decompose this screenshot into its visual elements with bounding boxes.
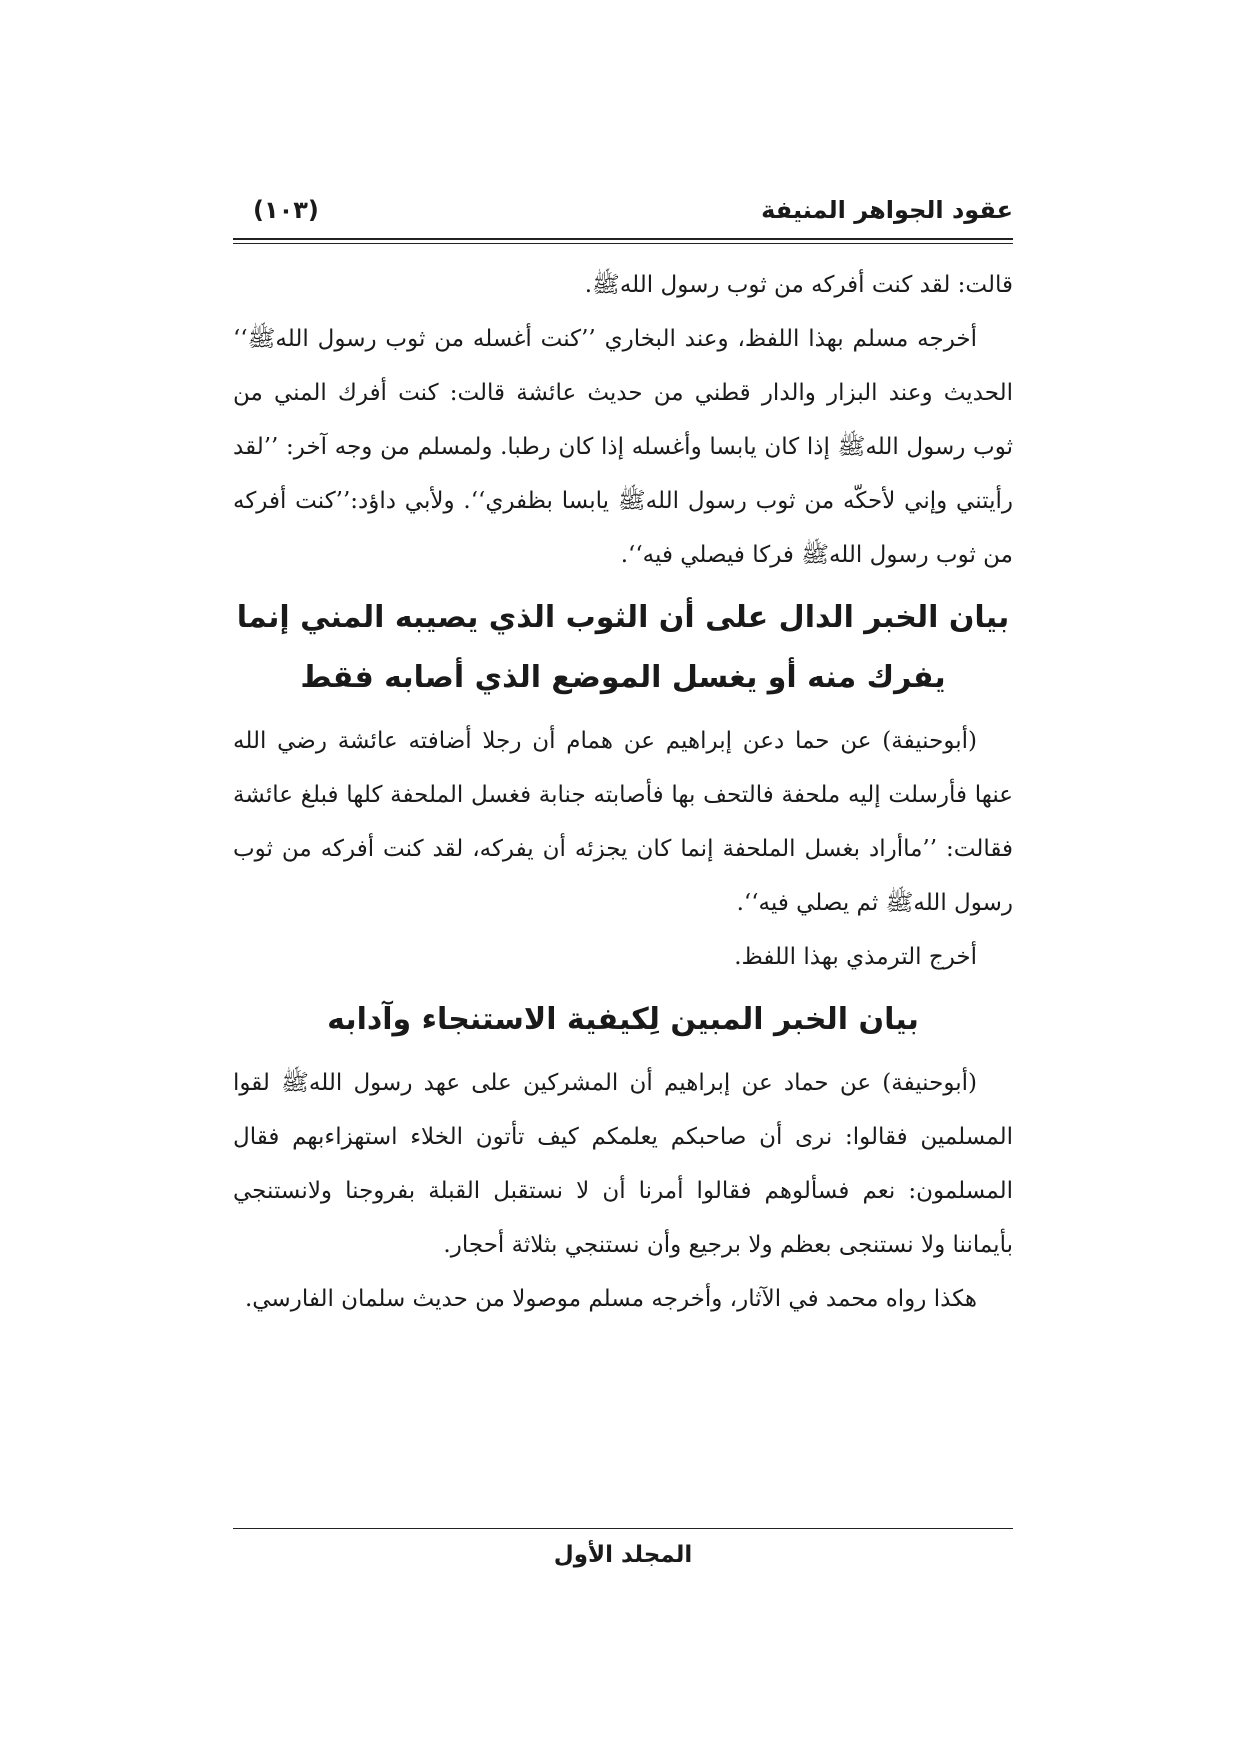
page-number: (١٠٣) (253, 196, 319, 224)
section-heading-istinja: بيان الخبر المبين لِكيفية الاستنجاء وآدابه (327, 1002, 919, 1037)
paragraph-takhrij: أخرجه مسلم بهذا اللفظ، وعند البخاري ’’كنت أغسله من ثوب رسول اللهﷺ‘‘ الحديث وعند البزار والدار قطني من حديث عائشة قالت: كنت أفرك المني من ثوب رسول اللهﷺ إذا كان يابسا وأغسله إذا كان رطبا. ولمسلم من وجه آخر: ’’لقد رأيتني وإني لأحكّه من ثوب رسول اللهﷺ يابسا بظفري‘‘. ولأبي داؤد:’’كنت أفركه من ثوب رسول اللهﷺ فركا فيصلي فيه‘‘. (233, 326, 1013, 568)
page-header (233, 190, 1013, 230)
volume-label: المجلد الأول (553, 1542, 693, 1568)
paragraph-hadith-aisha: (أبوحنيفة) عن حما دعن إبراهيم عن همام أن رجلا أضافته عائشة رضي الله عنها فأرسلت إليه ملحفة فالتحف بها فأصابته جنابة فغسل الملحفة كلها فبلغ عائشة فقالت: ’’ماأراد بغسل الملحفة إنما كان يجزئه أن يفركه، لقد كنت أفركه من ثوب رسول اللهﷺ ثم يصلي فيه‘‘. (233, 728, 1013, 916)
footer-divider (233, 1528, 1013, 1529)
header-divider (233, 238, 1013, 244)
running-title: عقود الجواهر المنيفة (761, 196, 1013, 224)
paragraph-hadith-istinja: (أبوحنيفة) عن حماد عن إبراهيم أن المشركين على عهد رسول اللهﷺ لقوا المسلمين فقالوا: نرى أن صاحبكم يعلمكم كيف تأتون الخلاء استهزاءبهم فقال المسلمون: نعم فسألوهم فقالوا أمرنا أن لا نستقبل القبلة بفروجنا ولانستنجي بأيماننا ولا نستنجى بعظم ولا برجيع وأن نستنجي بثلاثة أحجار. (233, 1070, 1013, 1258)
page-body (233, 258, 1013, 1326)
section-heading-fark: بيان الخبر الدال على أن الثوب الذي يصيبه المني إنما يفرك منه أو يغسل الموضع الذي أصابه فقط (236, 600, 1010, 695)
paragraph-quote-end: قالت: لقد كنت أفركه من ثوب رسول اللهﷺ. (584, 272, 1013, 298)
paragraph-tirmidhi: أخرج الترمذي بهذا اللفظ. (734, 944, 977, 970)
book-page (233, 190, 1013, 1610)
paragraph-athar: هكذا رواه محمد في الآثار، وأخرجه مسلم موصولا من حديث سلمان الفارسي. (244, 1286, 977, 1312)
